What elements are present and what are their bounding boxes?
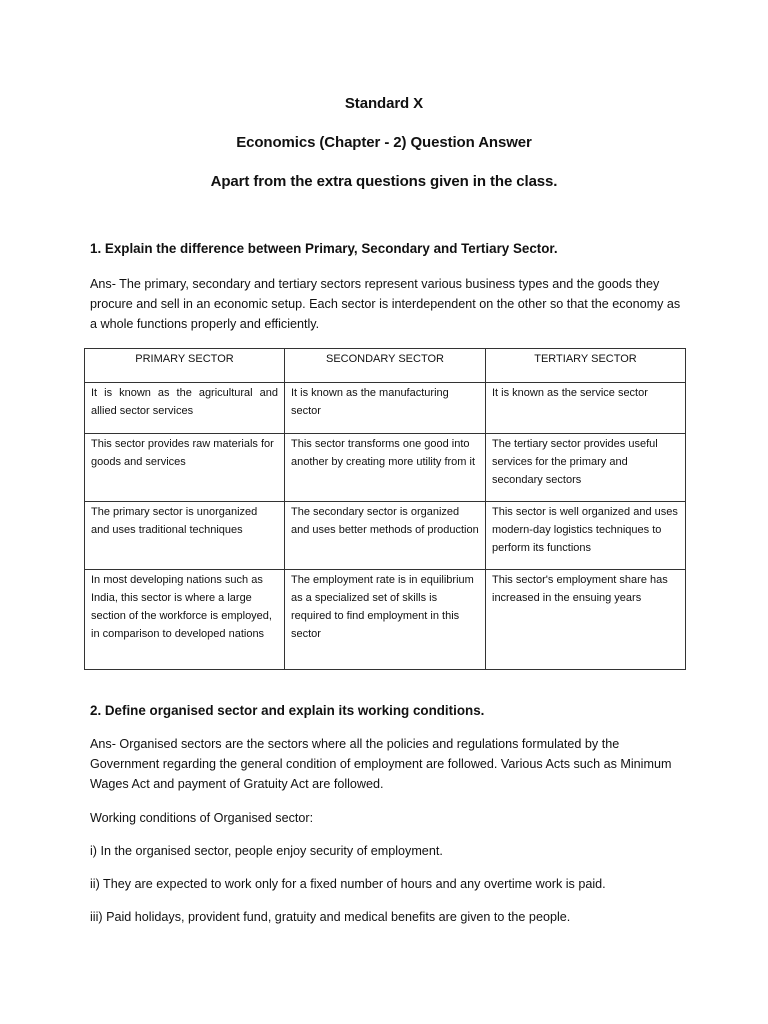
standard-heading: Standard X	[344, 95, 424, 112]
table-cell: It is known as the manufacturing sector	[285, 383, 486, 434]
condition-point-1: i) In the organised sector, people enjoy security of employment.	[90, 844, 443, 858]
table-cell: This sector's employment share has increased in the ensuing years	[486, 570, 686, 670]
answer-2: Ans- Organised sectors are the sectors where all the policies and regulations formulated by the Government regarding the general condition of employment are followed. Various Acts such as Minimum Wages Act and payment of Gratuity Act are followed.	[90, 737, 672, 791]
table-cell: The primary sector is unorganized and uses traditional techniques	[85, 502, 285, 570]
table-cell: This sector is well organized and uses modern-day logistics techniques to perform its functions	[486, 502, 686, 570]
table-row	[85, 570, 686, 670]
condition-point-2: ii) They are expected to work only for a fixed number of hours and any overtime work is paid.	[90, 877, 606, 891]
table-cell: The tertiary sector provides useful services for the primary and secondary sectors	[486, 434, 686, 502]
condition-point-3: iii) Paid holidays, provident fund, gratuity and medical benefits are given to the people.	[90, 910, 571, 924]
question-2: 2. Define organised sector and explain its working conditions.	[90, 703, 485, 718]
table-row	[85, 383, 686, 434]
working-conditions-heading: Working conditions of Organised sector:	[90, 811, 314, 825]
table-cell: It is known as the service sector	[486, 383, 686, 434]
table-cell: This sector transforms one good into another by creating more utility from it	[285, 434, 486, 502]
question-1: 1. Explain the difference between Primary, Secondary and Tertiary Sector.	[90, 241, 558, 256]
header-tertiary-sector: TERTIARY SECTOR	[486, 349, 686, 383]
answer-1: Ans- The primary, secondary and tertiary sectors represent various business types and the goods they procure and sell in an economic setup. Each sector is interdependent on the other so that the economy as a whole functions properly and efficiently.	[90, 277, 681, 331]
sector-comparison-table	[84, 348, 686, 670]
table-row	[85, 502, 686, 570]
header-secondary-sector: SECONDARY SECTOR	[285, 349, 486, 383]
table-header-row	[85, 349, 686, 383]
table-cell: The employment rate is in equilibrium as a specialized set of skills is required to find employment in this sector	[285, 570, 486, 670]
table-cell: In most developing nations such as India, this sector is where a large section of the workforce is employed, in comparison to developed nations	[85, 570, 285, 670]
header-primary-sector: PRIMARY SECTOR	[85, 349, 285, 383]
note-heading: Apart from the extra questions given in the class.	[210, 173, 558, 190]
table-cell: It is known as the agricultural and allied sector services	[85, 383, 285, 434]
table-row	[85, 434, 686, 502]
table-cell: This sector provides raw materials for goods and services	[85, 434, 285, 502]
table-cell: The secondary sector is organized and uses better methods of production	[285, 502, 486, 570]
subject-heading: Economics (Chapter - 2) Question Answer	[236, 134, 532, 151]
